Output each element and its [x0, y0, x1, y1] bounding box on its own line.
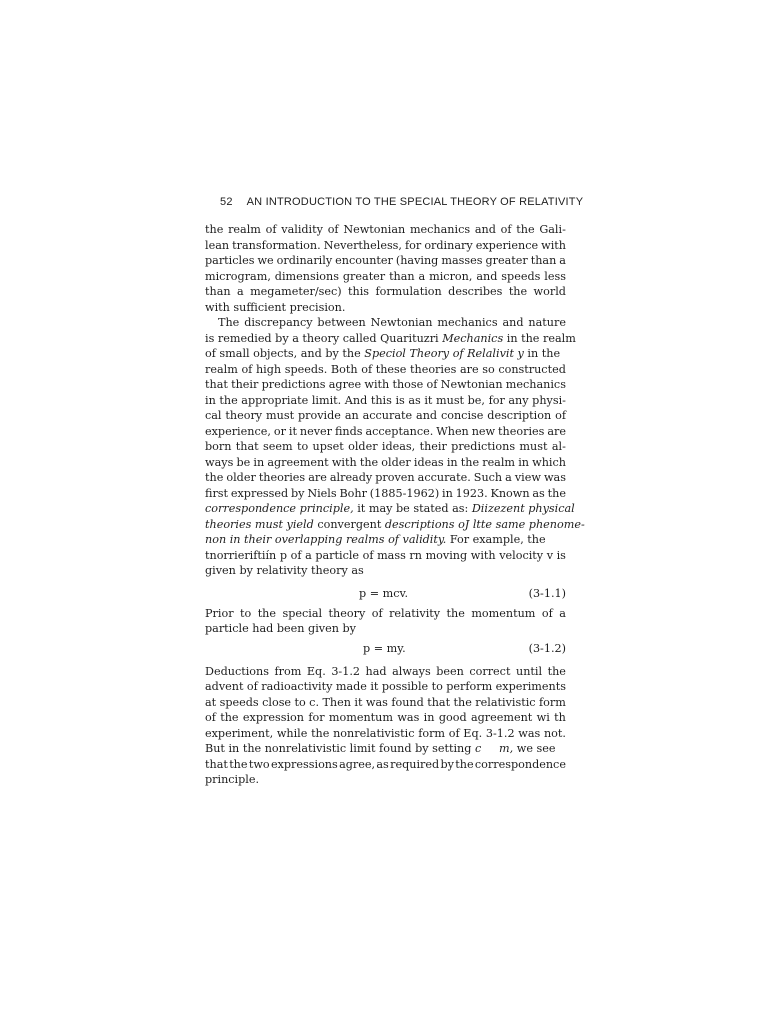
word: greater [342, 269, 386, 283]
word: Newtonian [343, 223, 406, 236]
text-line [205, 408, 566, 424]
word: are [308, 471, 327, 484]
word: new [471, 424, 496, 438]
word: Both [330, 362, 358, 376]
word: form [418, 726, 446, 740]
equation-number: (3-1.1) [528, 586, 566, 600]
word: as [532, 486, 545, 500]
word: with [364, 378, 390, 391]
word: ideas [413, 455, 444, 469]
word: nonrelativistic [333, 726, 415, 740]
word: speeds [219, 695, 259, 709]
word: the [257, 606, 277, 620]
text-line: particle had been given by [205, 622, 356, 635]
word: to [240, 606, 252, 620]
word: greater [485, 254, 528, 267]
word: than [530, 254, 557, 267]
word: Such [473, 471, 503, 484]
text-line [205, 455, 566, 471]
text-line [205, 664, 566, 680]
word: experiments [495, 680, 566, 693]
word: theory [225, 409, 263, 422]
text-line: non in their overlapping realms of validity. For example, the [205, 533, 546, 546]
word: so [482, 362, 495, 376]
word: validity [281, 223, 323, 236]
word: cal [205, 409, 222, 422]
word: the [547, 664, 566, 678]
running-title: AN INTRODUCTION TO THE SPECIAL THEORY OF RELATIVITY [246, 196, 584, 208]
word: realm [482, 455, 516, 469]
word: in [205, 393, 216, 407]
word: a [236, 285, 244, 298]
text-line: given by relativity theory as [205, 564, 364, 577]
word: this [348, 285, 370, 298]
word: encounter [335, 254, 393, 267]
word: wi [536, 711, 550, 724]
word: agreement [470, 711, 533, 724]
word: appropriate [241, 393, 309, 407]
text-line [205, 486, 566, 502]
text-line: But in the nonrelativistic limit found by setting c m, we see [205, 742, 556, 755]
word: mechanics [409, 223, 471, 236]
paragraph-4 [205, 664, 566, 788]
word: lean [205, 238, 230, 252]
word: agreement [267, 455, 329, 469]
word: the [311, 726, 330, 740]
word: the [219, 393, 238, 407]
text-line [205, 377, 566, 393]
word: Bohr [339, 486, 367, 500]
word: that [205, 378, 228, 391]
paragraph-2 [205, 315, 585, 579]
word: we [257, 254, 274, 267]
word: upset [312, 440, 344, 453]
word: in [423, 711, 435, 724]
word: correct [469, 664, 511, 678]
word: realm [205, 362, 238, 376]
word: a [505, 471, 512, 484]
word: two [248, 757, 270, 771]
word: in [442, 486, 453, 500]
word: Nevertheless, [323, 238, 402, 252]
word: al- [551, 440, 566, 453]
word: for [488, 393, 505, 407]
word: th [554, 711, 566, 724]
word: finds [334, 424, 363, 438]
word: was [518, 726, 541, 740]
word: world [533, 285, 566, 298]
word: Eq. [306, 664, 326, 678]
word: the [446, 606, 465, 620]
word: agree [328, 378, 362, 391]
text-line [205, 315, 566, 331]
word: of [426, 378, 438, 391]
word: already [329, 471, 373, 484]
word: and [502, 316, 524, 329]
word: found [391, 695, 424, 709]
word: high [255, 362, 282, 376]
word: it [370, 680, 379, 693]
word: born [205, 440, 232, 453]
word: possible [381, 680, 429, 693]
equation-expression: p = my. [363, 641, 406, 655]
word: the [516, 223, 535, 236]
equation-number: (3-1.2) [528, 641, 566, 655]
word: that [427, 695, 451, 709]
word: special [282, 606, 323, 620]
word: megameter/sec) [250, 285, 342, 298]
word: The [218, 316, 240, 329]
page-number: 52 [220, 196, 233, 208]
word: by [291, 486, 305, 500]
word: of [362, 548, 374, 562]
running-head [205, 194, 584, 210]
word: these [375, 362, 407, 376]
word: at [205, 695, 217, 709]
word: is [395, 393, 405, 407]
text-line [205, 362, 566, 378]
word: to [431, 680, 443, 693]
word: seem [263, 440, 293, 453]
text-line: of small objects, and by the Speciol Theory of Relalivit y in the [205, 347, 561, 360]
word: physi- [532, 393, 566, 407]
word: that [235, 440, 259, 453]
word: any [508, 393, 529, 407]
text-line [205, 238, 566, 254]
word: a [559, 606, 566, 620]
text-line [205, 439, 566, 455]
word: to [294, 695, 306, 709]
word: of [361, 362, 373, 376]
word: by [440, 757, 454, 771]
word: than [389, 269, 415, 283]
word: which [532, 455, 566, 469]
word: a [418, 269, 426, 283]
word: the [205, 471, 224, 484]
word: in [253, 455, 265, 469]
equation-3-1-1 [205, 583, 566, 604]
word: micron, [429, 269, 473, 283]
equation-3-1-2 [205, 638, 566, 659]
word: of [205, 711, 216, 724]
word: with [331, 455, 357, 469]
text-line: is remedied by a theory called Quarituzri Mechanics in the realm [205, 331, 576, 345]
word: between [317, 316, 366, 329]
word: required [390, 757, 440, 771]
word: speeds [501, 269, 541, 283]
word: tnorrieriftiín [205, 548, 277, 562]
word: older [348, 440, 378, 453]
word: of [500, 223, 512, 236]
word: the [547, 486, 566, 500]
word: Gali- [539, 223, 566, 236]
word: be [236, 455, 251, 469]
word: the [453, 695, 472, 709]
word: mass [377, 548, 406, 562]
word: discrepancy [244, 316, 313, 329]
word: correspondence [474, 757, 566, 771]
text-line [205, 548, 566, 564]
word: this [370, 393, 392, 407]
text-line [205, 424, 566, 440]
word: as [408, 393, 421, 407]
word: the [229, 757, 248, 771]
word: be, [467, 393, 485, 407]
word: the [205, 223, 224, 236]
word: predictions [261, 378, 326, 391]
text-line [205, 606, 566, 622]
word: ordinary [424, 238, 473, 252]
word: until [515, 664, 543, 678]
text-line [205, 222, 566, 238]
word: that [205, 757, 228, 771]
word: with [470, 548, 496, 562]
word: are [459, 362, 479, 376]
word: perform [446, 680, 493, 693]
word: c. [309, 695, 319, 709]
word: p [279, 548, 288, 562]
word: dimensions [274, 269, 339, 283]
word: accurate. [417, 471, 471, 484]
word: must [519, 440, 548, 453]
word: v [546, 548, 554, 562]
word: was [397, 711, 420, 724]
word: always [392, 664, 431, 678]
word: ways [205, 455, 234, 469]
word: Eq. [463, 726, 483, 740]
word: provide [297, 409, 341, 422]
word: mechanics [505, 378, 566, 391]
word: form [539, 695, 566, 709]
word: moving [425, 548, 468, 562]
word: the [508, 285, 528, 298]
word: or [273, 424, 286, 438]
word: the [455, 757, 474, 771]
word: their [231, 378, 259, 391]
text-line [205, 710, 566, 726]
word: for [308, 711, 325, 724]
word: good [438, 711, 467, 724]
word: of [246, 680, 258, 693]
word: as [376, 757, 389, 771]
word: for [405, 238, 422, 252]
word: than [205, 285, 231, 298]
word: theories [410, 362, 457, 376]
word: it [354, 695, 363, 709]
word: the [359, 455, 379, 469]
word: (1885-1962) [369, 486, 440, 500]
word: masses [441, 254, 483, 267]
word: velocity [499, 548, 544, 562]
word: of [327, 223, 339, 236]
text-line: with sufficient precision. [205, 300, 346, 314]
word: theories [258, 471, 306, 484]
word: the [220, 711, 239, 724]
word: the [460, 455, 480, 469]
word: their [419, 440, 447, 453]
word: experiment, [205, 726, 274, 740]
word: Newtonian [440, 378, 503, 391]
word: Niels [307, 486, 337, 500]
word: transformation. [232, 238, 321, 252]
word: while [276, 726, 308, 740]
word: nature [528, 316, 566, 329]
book-page [205, 194, 585, 788]
word: theories [498, 424, 545, 438]
text-line: principle. [205, 773, 260, 786]
word: Then [322, 695, 351, 709]
word: was [365, 695, 388, 709]
word: those [392, 378, 424, 391]
word: description [487, 409, 552, 422]
word: relativity [389, 606, 441, 620]
word: radioactivity [261, 680, 333, 693]
word: in [446, 455, 458, 469]
word: ideas, [381, 440, 416, 453]
word: expressions [270, 757, 338, 771]
word: a [305, 548, 312, 562]
word: mechanics [437, 316, 498, 329]
word: to [296, 440, 309, 453]
word: an [344, 409, 359, 422]
word: of [555, 409, 566, 422]
word: been [436, 664, 464, 678]
word: older [226, 471, 256, 484]
text-line [205, 253, 566, 269]
word: momentum [328, 711, 393, 724]
text-line [205, 679, 566, 695]
word: When [436, 424, 469, 438]
word: agree, [339, 757, 376, 771]
word: 3-1.2 [485, 726, 515, 740]
word: constructed [498, 362, 566, 376]
word: older [381, 455, 411, 469]
word: advent [205, 680, 244, 693]
equation-expression: p = mcv. [359, 586, 409, 600]
text-line: theories must yield convergent descriptions oJ ltte same phenome- [205, 517, 585, 531]
text-line [205, 284, 566, 300]
word: 1923. [455, 486, 488, 500]
word: less [544, 269, 566, 283]
word: was [543, 471, 566, 484]
word: acceptance. [365, 424, 434, 438]
word: proven [375, 471, 415, 484]
word: experience, [205, 424, 271, 438]
word: formulation [375, 285, 442, 298]
word: are [547, 424, 566, 438]
word: describes [448, 285, 503, 298]
word: Prior [205, 606, 234, 620]
word: had [365, 664, 387, 678]
text-line [205, 757, 566, 773]
word: of [290, 548, 302, 562]
text-line [205, 695, 566, 711]
word: particles [205, 254, 255, 267]
word: with [541, 238, 566, 252]
text-line [205, 726, 566, 742]
word: rn [409, 548, 422, 562]
word: ordinarily [276, 254, 333, 267]
word: And [344, 393, 368, 407]
word: accurate [362, 409, 413, 422]
word: close [262, 695, 292, 709]
word: expression [242, 711, 304, 724]
word: of [371, 606, 383, 620]
word: (having [395, 254, 439, 267]
word: not. [543, 726, 566, 740]
word: Known [490, 486, 530, 500]
word: and [416, 409, 438, 422]
word: speeds. [284, 362, 328, 376]
word: expressed [230, 486, 289, 500]
text-line: correspondence principle, it may be stated as: Diizezent physical [205, 502, 575, 515]
word: of [448, 726, 460, 740]
word: experience [475, 238, 539, 252]
word: Deductions [205, 664, 269, 678]
paragraph-3 [205, 606, 566, 637]
word: relativistic [475, 695, 536, 709]
word: in [518, 455, 529, 469]
word: it [424, 393, 433, 407]
word: it [288, 424, 297, 438]
word: a [559, 254, 566, 267]
text-line [205, 269, 566, 285]
text-line [205, 393, 566, 409]
word: of [241, 362, 253, 376]
word: and [476, 269, 498, 283]
word: realm [228, 223, 261, 236]
word: limit. [311, 393, 342, 407]
word: must [436, 393, 465, 407]
word: made [335, 680, 367, 693]
word: must [266, 409, 295, 422]
word: from [274, 664, 302, 678]
word: predictions [451, 440, 516, 453]
word: view [514, 471, 541, 484]
word: first [205, 486, 229, 500]
word: particle [315, 548, 360, 562]
word: is [556, 548, 566, 562]
text-line [205, 470, 566, 486]
word: microgram, [205, 269, 271, 283]
word: theory [328, 606, 366, 620]
paragraph-1 [205, 222, 566, 315]
word: concise [440, 409, 484, 422]
word: momentum [471, 606, 536, 620]
word: of [265, 223, 277, 236]
word: 3-1.2 [331, 664, 361, 678]
word: Newtonian [370, 316, 433, 329]
word: of [541, 606, 553, 620]
word: never [299, 424, 333, 438]
word: and [474, 223, 496, 236]
